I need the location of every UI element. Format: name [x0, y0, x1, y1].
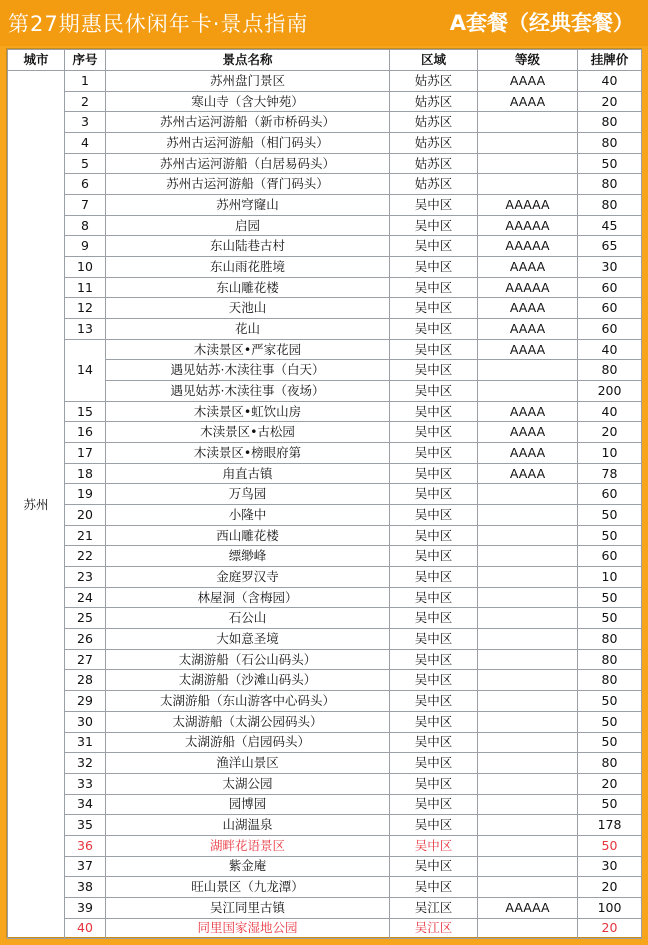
row-number-cell: 21 [65, 525, 106, 546]
district-cell: 吴中区 [390, 257, 478, 278]
price-cell: 30 [578, 257, 642, 278]
grade-cell [478, 773, 578, 794]
district-cell: 吴中区 [390, 608, 478, 629]
row-number-cell: 2 [65, 91, 106, 112]
row-number-cell: 4 [65, 133, 106, 154]
district-cell: 吴中区 [390, 277, 478, 298]
grade-cell: AAAAA [478, 195, 578, 216]
price-cell: 20 [578, 422, 642, 443]
grade-cell [478, 505, 578, 526]
price-cell: 50 [578, 505, 642, 526]
row-number-cell: 27 [65, 649, 106, 670]
grade-cell [478, 484, 578, 505]
attraction-name-cell: 小隆中 [106, 505, 390, 526]
grade-cell: AAAA [478, 71, 578, 92]
district-cell: 吴中区 [390, 711, 478, 732]
grade-cell [478, 691, 578, 712]
attraction-name-cell: 西山雕花楼 [106, 525, 390, 546]
district-cell: 姑苏区 [390, 112, 478, 133]
attraction-name-cell: 同里国家湿地公园 [106, 918, 390, 939]
price-cell: 60 [578, 546, 642, 567]
district-cell: 姑苏区 [390, 71, 478, 92]
row-number-cell: 14 [65, 339, 106, 401]
attraction-name-cell: 太湖游船（东山游客中心码头） [106, 691, 390, 712]
grade-cell: AAAA [478, 463, 578, 484]
table-row [8, 236, 642, 257]
attraction-name-cell: 木渎景区•严家花园 [106, 339, 390, 360]
district-cell: 姑苏区 [390, 153, 478, 174]
district-cell: 吴中区 [390, 753, 478, 774]
attraction-name-cell: 木渎景区•虹饮山房 [106, 401, 390, 422]
grade-cell [478, 711, 578, 732]
table-row [8, 339, 642, 360]
district-cell: 吴中区 [390, 360, 478, 381]
table-row [8, 815, 642, 836]
district-cell: 姑苏区 [390, 133, 478, 154]
row-number-cell: 38 [65, 877, 106, 898]
district-cell: 吴中区 [390, 401, 478, 422]
row-number-cell: 23 [65, 567, 106, 588]
row-number-cell: 1 [65, 71, 106, 92]
district-cell: 吴中区 [390, 505, 478, 526]
attraction-name-cell: 东山雨花胜境 [106, 257, 390, 278]
district-cell: 吴中区 [390, 835, 478, 856]
district-cell: 吴中区 [390, 381, 478, 402]
attraction-name-cell: 太湖游船（沙滩山码头） [106, 670, 390, 691]
price-cell: 50 [578, 153, 642, 174]
row-number-cell: 30 [65, 711, 106, 732]
row-number-cell: 6 [65, 174, 106, 195]
district-cell: 吴中区 [390, 484, 478, 505]
column-header-name: 景点名称 [106, 50, 390, 71]
attraction-name-cell: 苏州古运河游船（相门码头） [106, 133, 390, 154]
row-number-cell: 40 [65, 918, 106, 939]
district-cell: 吴江区 [390, 897, 478, 918]
price-cell: 80 [578, 670, 642, 691]
table-row [8, 649, 642, 670]
price-cell: 50 [578, 835, 642, 856]
attraction-name-cell: 木渎景区•古松园 [106, 422, 390, 443]
price-cell: 60 [578, 319, 642, 340]
price-cell: 50 [578, 691, 642, 712]
price-cell: 78 [578, 463, 642, 484]
package-badge: A套餐（经典套餐） [449, 11, 634, 35]
table-row [8, 112, 642, 133]
grade-cell [478, 670, 578, 691]
attraction-name-cell: 林屋洞（含梅园） [106, 587, 390, 608]
row-number-cell: 24 [65, 587, 106, 608]
district-cell: 吴中区 [390, 629, 478, 650]
price-cell: 65 [578, 236, 642, 257]
price-cell: 20 [578, 918, 642, 939]
attraction-name-cell: 苏州古运河游船（新市桥码头） [106, 112, 390, 133]
watermark-text: 大苏网 [8, 920, 45, 934]
grade-cell: AAAA [478, 339, 578, 360]
district-cell: 吴中区 [390, 422, 478, 443]
attraction-name-cell: 花山 [106, 319, 390, 340]
row-number-cell: 22 [65, 546, 106, 567]
price-cell: 50 [578, 525, 642, 546]
column-header-no: 序号 [65, 50, 106, 71]
table-row [8, 71, 642, 92]
row-number-cell: 37 [65, 856, 106, 877]
grade-cell [478, 546, 578, 567]
price-cell: 50 [578, 608, 642, 629]
row-number-cell: 28 [65, 670, 106, 691]
grade-cell [478, 918, 578, 939]
price-cell: 30 [578, 856, 642, 877]
price-cell: 50 [578, 587, 642, 608]
attraction-name-cell: 木渎景区•榜眼府第 [106, 443, 390, 464]
attraction-name-cell: 渔洋山景区 [106, 753, 390, 774]
price-cell: 10 [578, 567, 642, 588]
grade-cell: AAAA [478, 298, 578, 319]
table-body [8, 71, 642, 939]
price-cell: 80 [578, 133, 642, 154]
grade-cell [478, 587, 578, 608]
price-cell: 80 [578, 112, 642, 133]
attraction-name-cell: 启园 [106, 215, 390, 236]
row-number-cell: 8 [65, 215, 106, 236]
table-row [8, 897, 642, 918]
table-row [8, 401, 642, 422]
district-cell: 吴中区 [390, 236, 478, 257]
price-cell: 50 [578, 794, 642, 815]
table-row [8, 215, 642, 236]
district-cell: 姑苏区 [390, 91, 478, 112]
row-number-cell: 5 [65, 153, 106, 174]
table-row [8, 443, 642, 464]
table-row [8, 711, 642, 732]
table-row [8, 567, 642, 588]
row-number-cell: 33 [65, 773, 106, 794]
page-title: 第27期惠民休闲年卡·景点指南 [8, 12, 309, 36]
column-header-district: 区域 [390, 50, 478, 71]
attraction-name-cell: 苏州穹窿山 [106, 195, 390, 216]
district-cell: 吴中区 [390, 732, 478, 753]
table-row [8, 608, 642, 629]
price-cell: 50 [578, 732, 642, 753]
price-cell: 20 [578, 91, 642, 112]
city-cell: 苏州 [8, 71, 65, 939]
table-row [8, 174, 642, 195]
table-row [8, 794, 642, 815]
price-cell: 80 [578, 753, 642, 774]
table-row [8, 546, 642, 567]
grade-cell [478, 174, 578, 195]
row-number-cell: 7 [65, 195, 106, 216]
attraction-name-cell: 太湖公园 [106, 773, 390, 794]
row-number-cell: 25 [65, 608, 106, 629]
grade-cell [478, 649, 578, 670]
district-cell: 吴中区 [390, 567, 478, 588]
attraction-name-cell: 苏州古运河游船（白居易码头） [106, 153, 390, 174]
price-cell: 20 [578, 877, 642, 898]
price-cell: 100 [578, 897, 642, 918]
district-cell: 吴中区 [390, 525, 478, 546]
price-cell: 10 [578, 443, 642, 464]
price-cell: 50 [578, 711, 642, 732]
attraction-name-cell: 遇见姑苏·木渎往事（夜场） [106, 381, 390, 402]
district-cell: 吴中区 [390, 195, 478, 216]
price-cell: 45 [578, 215, 642, 236]
grade-cell [478, 856, 578, 877]
attraction-name-cell: 大如意圣境 [106, 629, 390, 650]
attraction-name-cell: 太湖游船（石公山码头） [106, 649, 390, 670]
attraction-name-cell: 苏州古运河游船（胥门码头） [106, 174, 390, 195]
price-cell: 60 [578, 484, 642, 505]
row-number-cell: 18 [65, 463, 106, 484]
table-row [8, 856, 642, 877]
district-cell: 吴中区 [390, 298, 478, 319]
district-cell: 吴中区 [390, 649, 478, 670]
price-cell: 80 [578, 649, 642, 670]
table-row [8, 629, 642, 650]
table-row [8, 773, 642, 794]
district-cell: 吴中区 [390, 546, 478, 567]
district-cell: 吴中区 [390, 215, 478, 236]
row-number-cell: 35 [65, 815, 106, 836]
district-cell: 吴中区 [390, 773, 478, 794]
grade-cell: AAAA [478, 443, 578, 464]
price-cell: 80 [578, 174, 642, 195]
grade-cell [478, 112, 578, 133]
grade-cell [478, 877, 578, 898]
district-cell: 吴中区 [390, 443, 478, 464]
table-row [8, 91, 642, 112]
attraction-table-sheet [6, 48, 642, 938]
attraction-name-cell: 东山陆巷古村 [106, 236, 390, 257]
grade-cell: AAAA [478, 91, 578, 112]
table-row [8, 691, 642, 712]
district-cell: 吴中区 [390, 319, 478, 340]
attraction-table [7, 49, 642, 939]
table-header-row [8, 50, 642, 71]
grade-cell: AAAA [478, 257, 578, 278]
grade-cell: AAAA [478, 401, 578, 422]
row-number-cell: 13 [65, 319, 106, 340]
grade-cell [478, 608, 578, 629]
district-cell: 吴中区 [390, 587, 478, 608]
row-number-cell: 11 [65, 277, 106, 298]
attraction-name-cell: 缥缈峰 [106, 546, 390, 567]
row-number-cell: 16 [65, 422, 106, 443]
table-row [8, 670, 642, 691]
table-row [8, 277, 642, 298]
grade-cell [478, 133, 578, 154]
price-cell: 40 [578, 401, 642, 422]
attraction-name-cell: 金庭罗汉寺 [106, 567, 390, 588]
table-row [8, 422, 642, 443]
price-cell: 200 [578, 381, 642, 402]
row-number-cell: 34 [65, 794, 106, 815]
table-row [8, 298, 642, 319]
row-number-cell: 12 [65, 298, 106, 319]
row-number-cell: 19 [65, 484, 106, 505]
grade-cell [478, 835, 578, 856]
price-cell: 80 [578, 360, 642, 381]
grade-cell [478, 794, 578, 815]
grade-cell: AAAA [478, 319, 578, 340]
attraction-name-cell: 苏州盘门景区 [106, 71, 390, 92]
attraction-name-cell: 石公山 [106, 608, 390, 629]
district-cell: 吴中区 [390, 856, 478, 877]
grade-cell [478, 732, 578, 753]
page-header [0, 0, 648, 46]
grade-cell [478, 153, 578, 174]
attraction-name-cell: 园博园 [106, 794, 390, 815]
row-number-cell: 15 [65, 401, 106, 422]
district-cell: 吴中区 [390, 670, 478, 691]
district-cell: 吴江区 [390, 918, 478, 939]
table-row [8, 463, 642, 484]
attraction-name-cell: 万鸟园 [106, 484, 390, 505]
price-cell: 40 [578, 339, 642, 360]
grade-cell [478, 815, 578, 836]
district-cell: 姑苏区 [390, 174, 478, 195]
price-cell: 60 [578, 298, 642, 319]
attraction-name-cell: 山湖温泉 [106, 815, 390, 836]
attraction-name-cell: 吴江同里古镇 [106, 897, 390, 918]
table-row [8, 319, 642, 340]
row-number-cell: 17 [65, 443, 106, 464]
grade-cell: AAAAA [478, 236, 578, 257]
grade-cell [478, 381, 578, 402]
row-number-cell: 36 [65, 835, 106, 856]
price-cell: 80 [578, 195, 642, 216]
attraction-name-cell: 甪直古镇 [106, 463, 390, 484]
table-row [8, 753, 642, 774]
district-cell: 吴中区 [390, 815, 478, 836]
attraction-name-cell: 遇见姑苏·木渎往事（白天） [106, 360, 390, 381]
table-row [8, 732, 642, 753]
price-cell: 80 [578, 629, 642, 650]
attraction-name-cell: 太湖游船（启园码头） [106, 732, 390, 753]
column-header-city: 城市 [8, 50, 65, 71]
row-number-cell: 26 [65, 629, 106, 650]
grade-cell [478, 567, 578, 588]
attraction-name-cell: 东山雕花楼 [106, 277, 390, 298]
row-number-cell: 39 [65, 897, 106, 918]
attraction-name-cell: 寒山寺（含大钟苑） [106, 91, 390, 112]
table-row [8, 133, 642, 154]
table-row [8, 257, 642, 278]
row-number-cell: 32 [65, 753, 106, 774]
table-row [8, 484, 642, 505]
price-cell: 60 [578, 277, 642, 298]
attraction-name-cell: 旺山景区（九龙潭） [106, 877, 390, 898]
table-row [8, 505, 642, 526]
table-row [8, 195, 642, 216]
district-cell: 吴中区 [390, 794, 478, 815]
table-row [8, 877, 642, 898]
grade-cell [478, 525, 578, 546]
district-cell: 吴中区 [390, 463, 478, 484]
row-number-cell: 31 [65, 732, 106, 753]
price-cell: 178 [578, 815, 642, 836]
district-cell: 吴中区 [390, 339, 478, 360]
table-row [8, 153, 642, 174]
grade-cell [478, 360, 578, 381]
row-number-cell: 29 [65, 691, 106, 712]
grade-cell: AAAA [478, 422, 578, 443]
grade-cell [478, 753, 578, 774]
district-cell: 吴中区 [390, 877, 478, 898]
column-header-grade: 等级 [478, 50, 578, 71]
attraction-name-cell: 天池山 [106, 298, 390, 319]
price-cell: 20 [578, 773, 642, 794]
row-number-cell: 3 [65, 112, 106, 133]
attraction-name-cell: 太湖游船（太湖公园码头） [106, 711, 390, 732]
grade-cell: AAAAA [478, 897, 578, 918]
row-number-cell: 10 [65, 257, 106, 278]
grade-cell: AAAAA [478, 215, 578, 236]
grade-cell: AAAAA [478, 277, 578, 298]
attraction-name-cell: 湖畔花语景区 [106, 835, 390, 856]
row-number-cell: 20 [65, 505, 106, 526]
table-row [8, 918, 642, 939]
grade-cell [478, 629, 578, 650]
table-row [8, 525, 642, 546]
district-cell: 吴中区 [390, 691, 478, 712]
price-cell: 40 [578, 71, 642, 92]
table-row [8, 835, 642, 856]
column-header-price: 挂牌价 [578, 50, 642, 71]
table-row [8, 587, 642, 608]
attraction-name-cell: 紫金庵 [106, 856, 390, 877]
row-number-cell: 9 [65, 236, 106, 257]
